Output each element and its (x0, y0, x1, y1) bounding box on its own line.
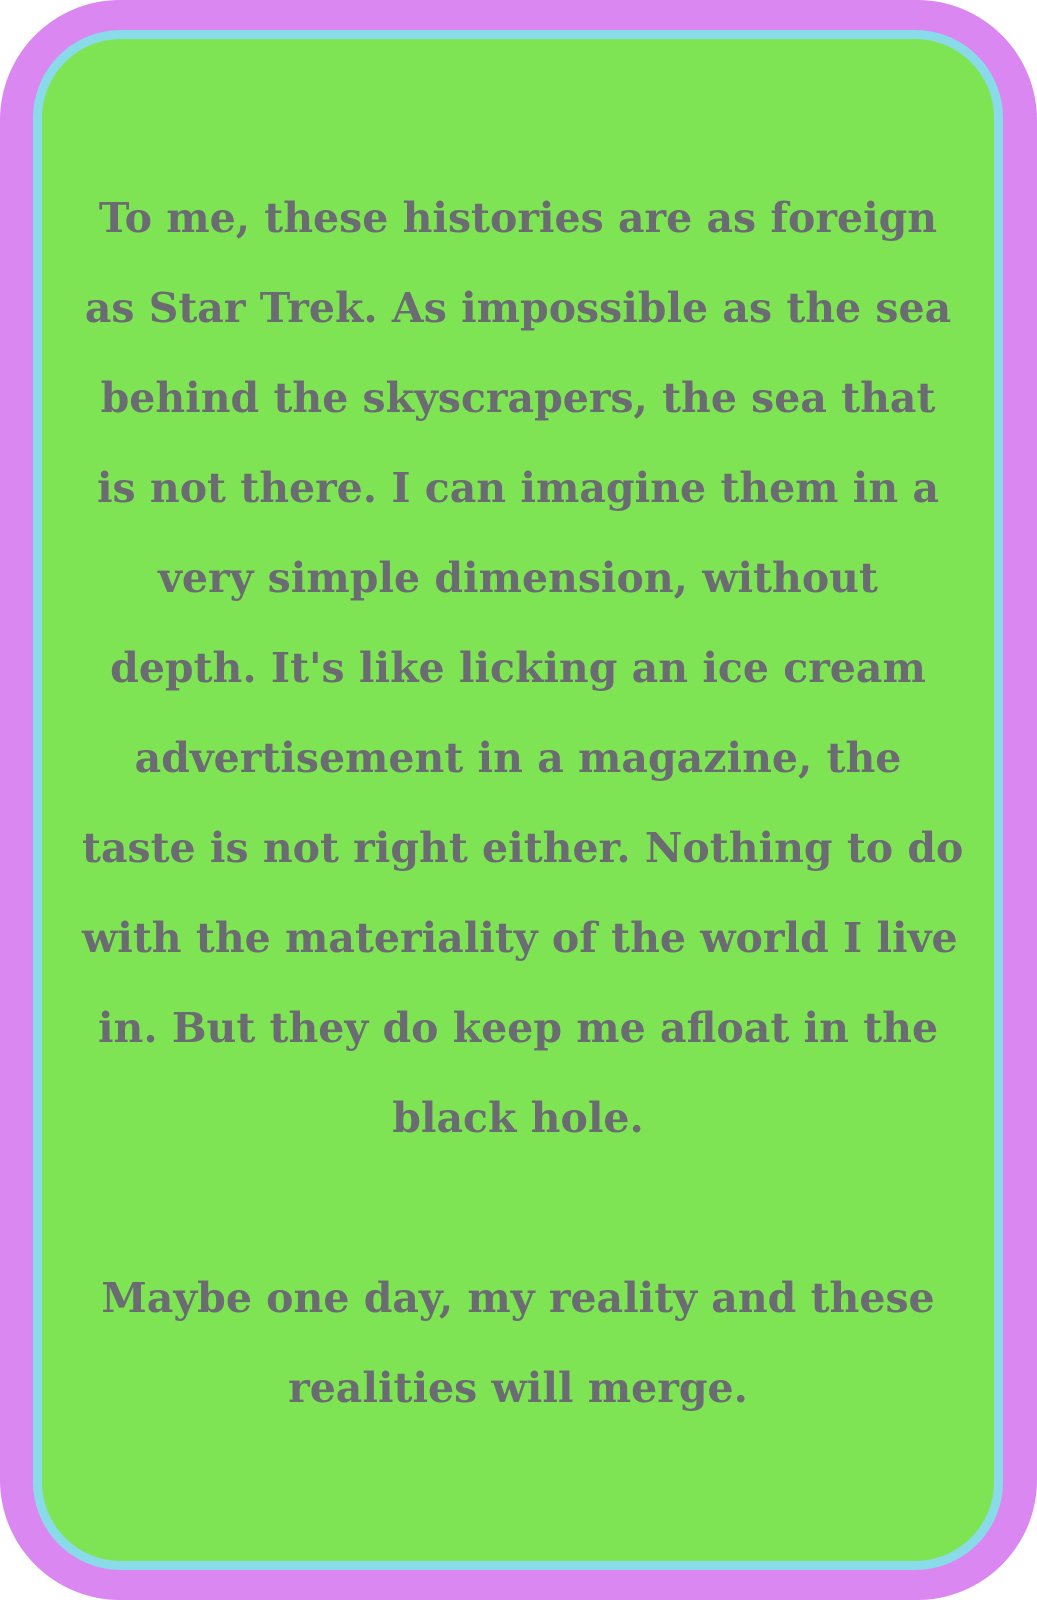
text-line: depth. It's like licking an ice cream (110, 644, 926, 692)
paragraph-gap (82, 1163, 954, 1253)
text-line: black hole. (392, 1094, 644, 1142)
quote-card (33, 30, 1003, 1570)
text-line: with the materiality of the world I live (82, 914, 958, 962)
text-line: advertisement in a magazine, the (134, 734, 902, 782)
text-line: is not there. I can imagine them in a (96, 464, 940, 512)
paragraph-1 (82, 173, 964, 1163)
quote-text (82, 173, 964, 1433)
text-line: realities will merge. (288, 1364, 748, 1412)
text-line: in. But they do keep me afloat in the (97, 1004, 939, 1052)
text-line: as Star Trek. As impossible as the sea (84, 284, 952, 332)
text-line: taste is not right either. Nothing to do (82, 824, 964, 872)
text-line: Maybe one day, my reality and these (101, 1274, 935, 1322)
paragraph-2 (82, 1253, 954, 1433)
text-line: To me, these histories are as foreign (98, 194, 938, 242)
text-line: very simple dimension, without (158, 554, 878, 602)
text-line: behind the skyscrapers, the sea that (100, 374, 936, 422)
